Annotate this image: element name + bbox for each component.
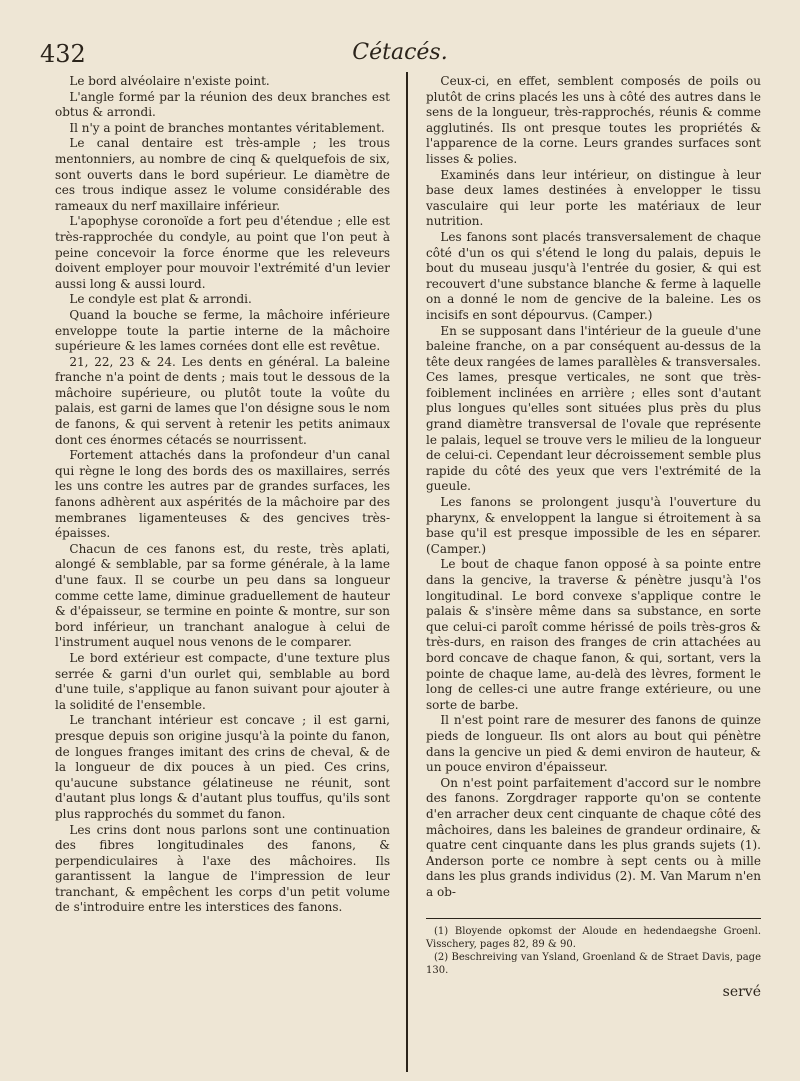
paragraph: Il n'y a point de branches montantes véritablement. <box>69 120 385 135</box>
footnote: (1) Bloyende opkomst der Aloude en hedendaegshe Groenl. Visschery, pages 82, 89 & 90. <box>426 926 761 951</box>
paragraph: Le bord alvéolaire n'existe point. <box>69 74 270 88</box>
paragraph: Examinés dans leur intérieur, on distingue à leur base deux lames destinées à envelopper le tissu vasculaire qui leur porte les matériaux de leur nutrition. <box>426 167 761 229</box>
paragraph: Chacun de ces fanons est, du reste, très aplati, alongé & semblable, par sa forme générale, à la lame d'une faux. Il se courbe un peu dans sa longueur comme cette lame, diminue graduellement de hauteur & d'épaisseur, se termine en pointe & montre, sur son bord inférieur, un tranchant analogue à celui de l'instrument auquel nous venons de le comparer. <box>55 541 390 650</box>
paragraph: On n'est point parfaitement d'accord sur le nombre des fanons. Zorgdrager rapporte qu'on se contente d'en arracher deux cent cinquante de chaque côté des mâchoires, dans les baleines de grandeur ordinaire, & quatre cent cinquante dans les plus grands sujets (1). Anderson porte ce nombre à sept cents ou à mille dans les plus grands individus (2). M. Van Marum n'en a ob- <box>426 775 761 899</box>
right-column <box>426 74 761 1001</box>
paragraph: Le bout de chaque fanon opposé à sa pointe entre dans la gencive, la traverse & pénètre jusqu'à l'os longitudinal. Le bord convexe s'applique contre le palais & s'insère même dans sa substance, en sorte que celui-ci paroît comme hérissé de poils très-gros & très-durs, en raison des franges de crin attachées au bord concave de chaque fanon, & qui, sortant, vers la pointe de chaque lame, au-delà des lèvres, forment le long de celles-ci une autre frange extérieure, ou une sorte de barbe. <box>426 557 761 712</box>
paragraph: Le condyle est plat & arrondi. <box>69 292 252 307</box>
paragraph: Quand la bouche se ferme, la mâchoire inférieure enveloppe toute la partie interne de la mâchoire supérieure & les lames cornées dont elle est revêtue. <box>55 307 390 354</box>
paragraph: Ceux-ci, en effet, semblent composés de poils ou plutôt de crins placés les uns à côté des autres dans le sens de la longueur, très-rapprochés, réunis & comme agglutinés. Ils ont presque toutes les propriétés & l'apparence de la corne. Leurs grandes surfaces sont lisses & polies. <box>426 74 761 166</box>
paragraph: Le tranchant intérieur est concave ; il est garni, presque depuis son origine jusqu'à la pointe du fanon, de longues franges imitant des crins de cheval, & de la longueur de dix pouces à un pied. Ces crins, qu'aucune substance gélatineuse ne réunit, sont d'autant plus longs & d'autant plus touffus, qu'ils sont plus rapprochés du sommet du fanon. <box>55 713 390 821</box>
paragraph: Les crins dont nous parlons sont une continuation des fibres longitudinales des fanons, & perpendiculaires à l'axe des mâchoires. Ils garantissent la langue de l'impression de leur tranchant, & empêchent les corps d'un petit volume de s'introduire entre les interstices des fanons. <box>55 822 390 915</box>
paragraph: Les fanons se prolongent jusqu'à l'ouverture du pharynx, & enveloppent la langue si étroitement à sa base qu'il est presque impossible de les en séparer. (Camper.) <box>426 495 761 556</box>
paragraph: Fortement attachés dans la profondeur d'un canal qui règne le long des bords des os maxillaires, serrés les uns contre les autres par de grandes surfaces, les fanons adhèrent aux aspérités de la mâchoire par des membranes ligamenteuses & des gencives très-épaisses. <box>55 448 390 541</box>
left-column <box>55 74 390 916</box>
paragraph: Les fanons sont placés transversalement de chaque côté d'un os qui s'étend le long du palais, depuis le bout du museau jusqu'à l'entrée du gosier, & qui est recouvert d'une substance blanche & ferme à laquelle on a donné le nom de gencive de la baleine. Les os incisifs en sont dépourvus. (Camper.) <box>426 229 761 322</box>
catchword: servé <box>722 984 761 1001</box>
paragraph: Le canal dentaire est très-ample ; les trous mentonniers, au nombre de cinq & quelquefois de six, sont ouverts dans le bord supérieur. Le diamètre de ces trous indique assez le volume considérable des rameaux du nerf maxillaire inférieur. <box>55 136 390 213</box>
page-header <box>40 40 760 70</box>
footnote-rule <box>426 918 761 919</box>
paragraph: L'apophyse coronoïde a fort peu d'étendue ; elle est très-rapprochée du condyle, au point que l'on peut à peine concevoir la force énorme que les releveurs doivent employer pour mouvoir l'extrémité d'un levier aussi long & aussi lourd. <box>55 214 390 291</box>
paragraph: L'angle formé par la réunion des deux branches est obtus & arrondi. <box>55 89 390 120</box>
footnote: (2) Beschreiving van Ysland, Groenland & de Straet Davis, page 130. <box>426 952 761 977</box>
paragraph: Il n'est point rare de mesurer des fanons de quinze pieds de longueur. Ils ont alors au bout qui pénètre dans la gencive un pied & demi environ de hauteur, & un pouce environ d'épaisseur. <box>426 713 761 775</box>
column-divider <box>406 72 408 1072</box>
page-number: 432 <box>40 40 86 68</box>
running-title: Cétacés. <box>352 40 448 65</box>
paragraph: 21, 22, 23 & 24. Les dents en général. La baleine franche n'a point de dents ; mais tout le dessous de la mâchoire supérieure, ou plutôt toute la voûte du palais, est garni de lames que l'on désigne sous le nom de fanons, & qui servent à retenir les petits animaux dont ces énormes cétacés se nourrissent. <box>55 354 390 447</box>
paragraph: Le bord extérieur est compacte, d'une texture plus serrée & garni d'un ourlet qui, semblable au bord d'une tuile, s'applique au fanon suivant pour ajouter à la solidité de l'ensemble. <box>55 650 390 712</box>
paragraph: En se supposant dans l'intérieur de la gueule d'une baleine franche, on a par conséquent au-dessus de la tête deux rangées de lames parallèles & transversales. Ces lames, presque verticales, ne sont que très-foiblement inclinées en arrière ; elles sont d'autant plus longues qu'elles sont situées plus près du plus grand diamètre transversal de l'ovale que représente le palais, lequel se trouve vers le milieu de la longueur de celui-ci. Cependant leur décroissement semble plus rapide du côté des yeux que vers l'extrémité de la gueule. <box>426 323 761 494</box>
